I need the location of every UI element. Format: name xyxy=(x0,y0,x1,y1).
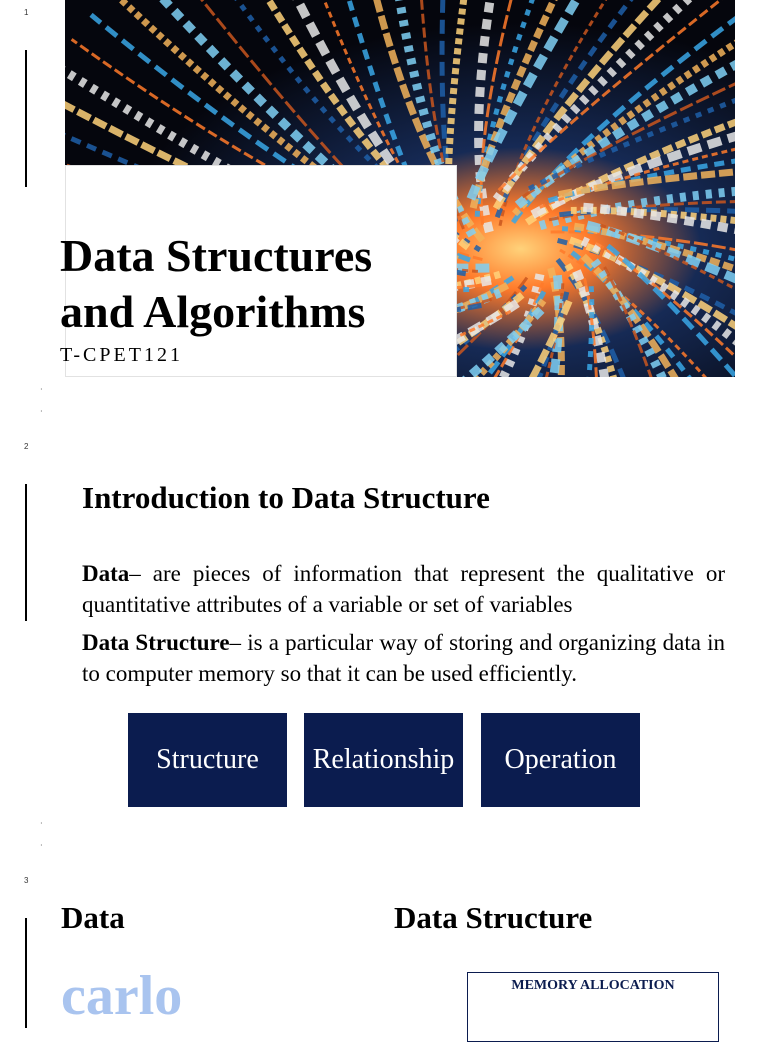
definition-term: Data xyxy=(82,561,130,586)
slide-2 xyxy=(0,436,768,856)
course-code: T-CPET121 xyxy=(60,344,183,366)
data-structure-column-title: Data Structure xyxy=(394,900,593,935)
slide-number: 3 xyxy=(24,876,29,885)
data-column-title: Data xyxy=(61,900,125,935)
slide-number: 2 xyxy=(24,442,29,451)
page-dot: · xyxy=(40,819,43,828)
slide-margin-bar xyxy=(25,918,27,1028)
memory-allocation-label: MEMORY ALLOCATION xyxy=(511,978,675,993)
slide-margin-bar xyxy=(25,484,27,621)
sample-data-word: carlo xyxy=(61,965,183,1027)
presentation-title: Data Structures and Algorithms xyxy=(60,230,373,337)
definition-data-structure xyxy=(82,627,725,689)
definition-data xyxy=(82,558,725,620)
box-relationship: Relationship xyxy=(304,713,463,807)
section-title: Introduction to Data Structure xyxy=(82,480,490,515)
page-dot: · xyxy=(40,385,43,394)
definition-text: – is a particular way of storing and organizing data in to computer memory so that it can be used efficiently. xyxy=(82,630,725,686)
slide-number: 1 xyxy=(24,8,29,17)
definition-term: Data Structure xyxy=(82,630,230,655)
slide-margin-bar xyxy=(25,50,27,187)
page-dot: · xyxy=(40,841,43,850)
page-dot: · xyxy=(40,407,43,416)
memory-allocation-box xyxy=(467,972,719,1042)
slide-1 xyxy=(0,0,768,416)
slide-3 xyxy=(0,870,768,1027)
box-operation: Operation xyxy=(481,713,640,807)
definition-text: – are pieces of information that represent the qualitative or quantitative attributes of a variable or set of variables xyxy=(82,561,725,617)
box-structure: Structure xyxy=(128,713,287,807)
